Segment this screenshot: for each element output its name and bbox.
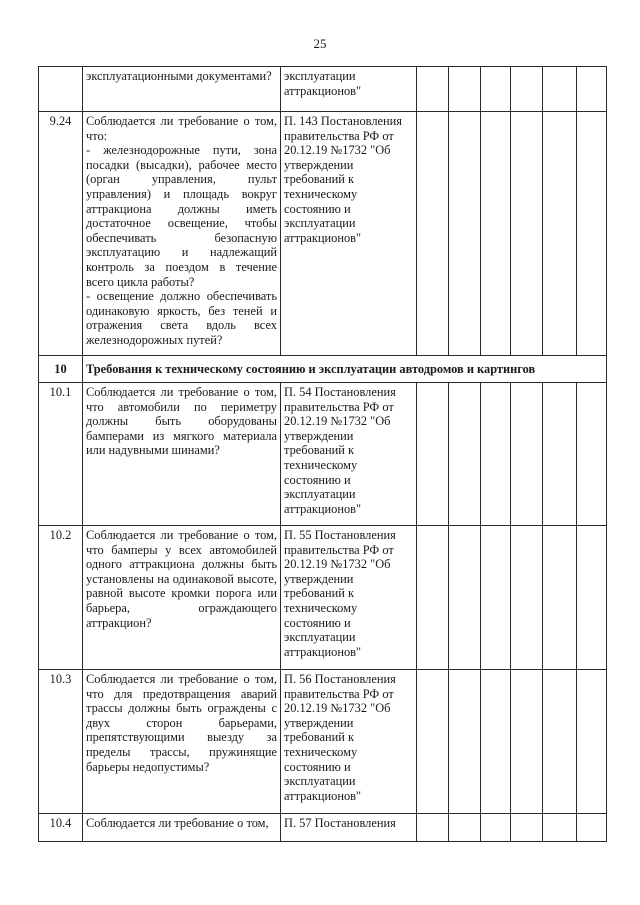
answer-cell-6[interactable] xyxy=(577,526,607,670)
page-number: 25 xyxy=(313,36,327,51)
question-cell xyxy=(83,67,281,112)
answer-cell-4[interactable] xyxy=(511,670,543,814)
question-cell xyxy=(83,383,281,526)
answer-cell-6[interactable] xyxy=(577,814,607,842)
answer-cell-4[interactable] xyxy=(511,112,543,356)
answer-cell-4[interactable] xyxy=(511,526,543,670)
answer-cell-3[interactable] xyxy=(481,526,511,670)
answer-cell-1[interactable] xyxy=(417,67,449,112)
answer-cell-2[interactable] xyxy=(449,670,481,814)
answer-cell-6[interactable] xyxy=(577,112,607,356)
question-text: Соблюдается ли требование о том, xyxy=(86,816,269,830)
question-text: - освещение должно обеспечивать одинаковую яркость, без теней и отражения света вдоль всех железнодорожных путей? xyxy=(86,289,277,347)
table-row xyxy=(39,383,607,526)
answer-cell-3[interactable] xyxy=(481,112,511,356)
answer-cell-4[interactable] xyxy=(511,814,543,842)
reference-cell: П. 56 Постановления правительства РФ от 20.12.19 №1732 "Об утверждении требований к техническому состоянию и эксплуатации аттракционов" xyxy=(281,670,417,814)
answer-cell-1[interactable] xyxy=(417,112,449,356)
question-text: Соблюдается ли требование о том, что бамперы у всех автомобилей одного аттракциона должны быть установлены на одинаковой высоте, равной высоте кромки порога или барьера, ограждающего аттракцион? xyxy=(86,528,277,630)
question-cell xyxy=(83,112,281,356)
section-row xyxy=(39,356,607,383)
answer-cell-3[interactable] xyxy=(481,383,511,526)
answer-cell-2[interactable] xyxy=(449,526,481,670)
answer-cell-1[interactable] xyxy=(417,670,449,814)
row-number xyxy=(39,67,83,112)
answer-cell-4[interactable] xyxy=(511,383,543,526)
section-title: Требования к техническому состоянию и эксплуатации автодромов и картингов xyxy=(83,356,607,383)
reference-cell: П. 55 Постановления правительства РФ от 20.12.19 №1732 "Об утверждении требований к техническому состоянию и эксплуатации аттракционов" xyxy=(281,526,417,670)
row-number: 10.1 xyxy=(39,383,83,526)
answer-cell-5[interactable] xyxy=(543,112,577,356)
answer-cell-2[interactable] xyxy=(449,814,481,842)
question-text: - железнодорожные пути, зона посадки (высадки), рабочее место (орган управления, пульт управления) и площадь вокруг аттракциона должны иметь достаточное освещение, чтобы обеспечивать безопасную эксплуатацию и надлежащий контроль за поездом в течение всего цикла работы? xyxy=(86,143,277,289)
table-row xyxy=(39,526,607,670)
question-cell xyxy=(83,670,281,814)
reference-cell: П. 143 Постановления правительства РФ от 20.12.19 №1732 "Об утверждении требований к техническому состоянию и эксплуатации аттракционов" xyxy=(281,112,417,356)
row-number: 10.4 xyxy=(39,814,83,842)
answer-cell-6[interactable] xyxy=(577,67,607,112)
answer-cell-3[interactable] xyxy=(481,814,511,842)
section-number: 10 xyxy=(39,356,83,383)
row-number: 10.3 xyxy=(39,670,83,814)
question-text: Соблюдается ли требование о том, что автомобили по периметру должны быть оборудованы бамперами из мягкого материала или надувными шинами? xyxy=(86,385,277,458)
row-number: 9.24 xyxy=(39,112,83,356)
answer-cell-6[interactable] xyxy=(577,383,607,526)
table-row xyxy=(39,814,607,842)
question-cell xyxy=(83,526,281,670)
answer-cell-5[interactable] xyxy=(543,814,577,842)
answer-cell-5[interactable] xyxy=(543,383,577,526)
reference-cell: П. 57 Постановления xyxy=(281,814,417,842)
question-cell xyxy=(83,814,281,842)
answer-cell-5[interactable] xyxy=(543,526,577,670)
checklist-table xyxy=(38,66,607,842)
reference-cell: П. 54 Постановления правительства РФ от 20.12.19 №1732 "Об утверждении требований к техническому состоянию и эксплуатации аттракционов" xyxy=(281,383,417,526)
answer-cell-4[interactable] xyxy=(511,67,543,112)
answer-cell-1[interactable] xyxy=(417,814,449,842)
table-row xyxy=(39,670,607,814)
answer-cell-3[interactable] xyxy=(481,67,511,112)
question-text: эксплуатационными документами? xyxy=(86,69,272,83)
answer-cell-2[interactable] xyxy=(449,112,481,356)
answer-cell-2[interactable] xyxy=(449,383,481,526)
reference-cell: эксплуатации аттракционов" xyxy=(281,67,417,112)
answer-cell-5[interactable] xyxy=(543,67,577,112)
answer-cell-3[interactable] xyxy=(481,670,511,814)
row-number: 10.2 xyxy=(39,526,83,670)
answer-cell-2[interactable] xyxy=(449,67,481,112)
table-row xyxy=(39,67,607,112)
table-row xyxy=(39,112,607,356)
answer-cell-1[interactable] xyxy=(417,526,449,670)
question-text: Соблюдается ли требование о том, что: xyxy=(86,114,277,143)
question-text: Соблюдается ли требование о том, что для предотвращения аварий трассы должны быть ограждены с двух сторон барьерами, препятствующими выезду за пределы трассы, пружинящие барьеры недопустимы? xyxy=(86,672,277,774)
answer-cell-6[interactable] xyxy=(577,670,607,814)
answer-cell-1[interactable] xyxy=(417,383,449,526)
answer-cell-5[interactable] xyxy=(543,670,577,814)
